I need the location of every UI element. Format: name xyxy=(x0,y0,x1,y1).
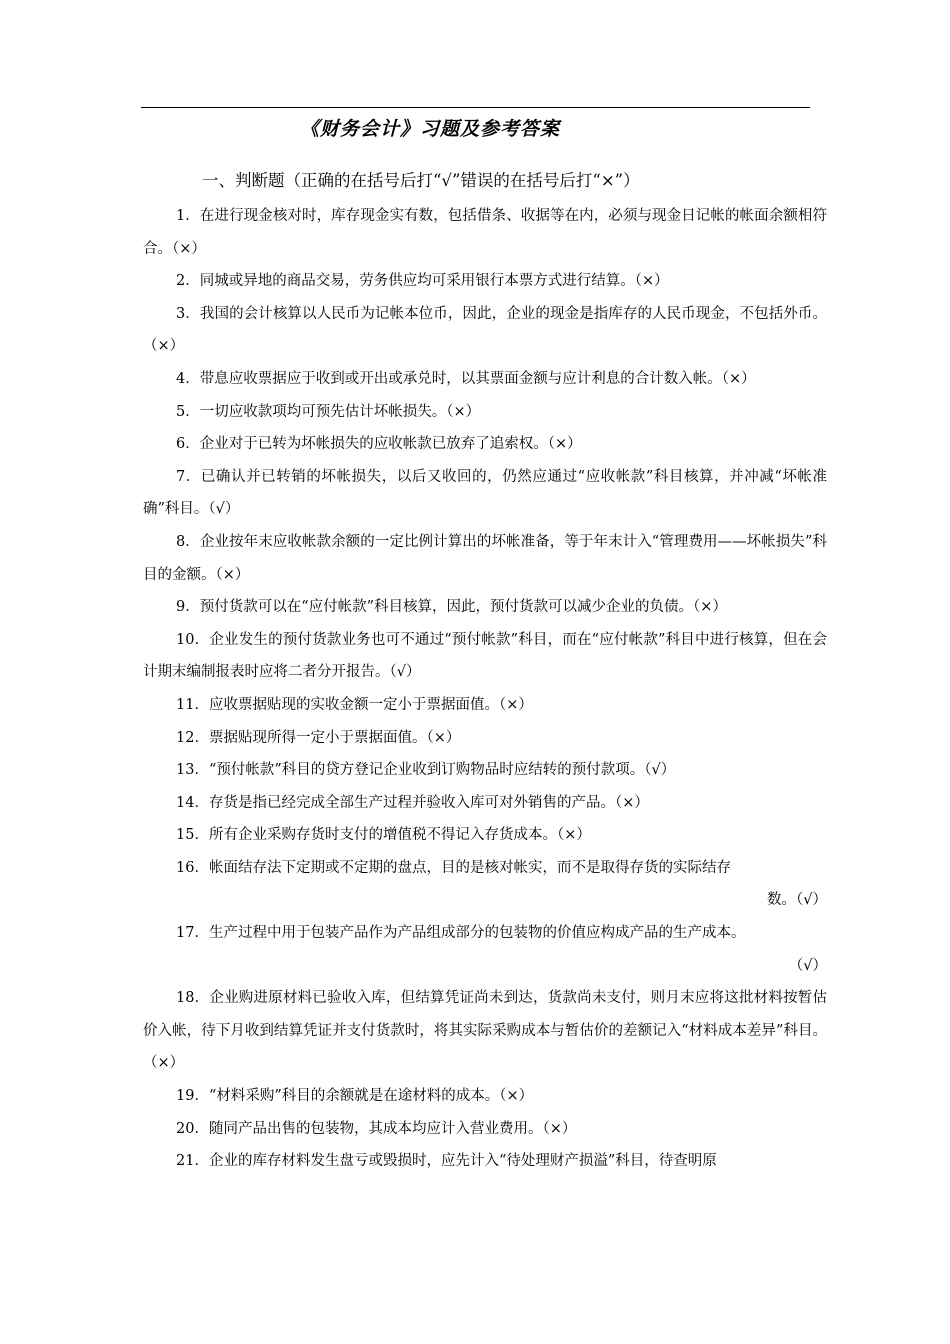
question-item-12: 12．票据贴现所得一定小于票据面值。（×） xyxy=(176,729,461,746)
question-item-8: 8．企业按年末应收帐款余额的一定比例计算出的坏帐准备，等于年末计入“管理费用——坏帐损失”科目的金额。（×） xyxy=(143,533,827,583)
question-item-4: 4．带息应收票据应于收到或开出或承兑时，以其票面金额与应计利息的合计数入帐。（×） xyxy=(176,370,756,387)
question-item-1: 1．在进行现金核对时，库存现金实有数，包括借条、收据等在内，必须与现金日记帐的帐面余额相符合。（×） xyxy=(143,208,827,257)
question-item-16-answer: 数。（√） xyxy=(767,892,827,909)
question-item-17-answer: （√） xyxy=(788,957,827,974)
question-item-11: 11．应收票据贴现的实收金额一定小于票据面值。（×） xyxy=(176,696,533,713)
document-title: 《财务会计》习题及参考答案 xyxy=(299,118,560,140)
question-item-14: 14．存货是指已经完成全部生产过程并验收入库可对外销售的产品。（×） xyxy=(176,794,649,811)
question-item-17 xyxy=(143,917,827,982)
header-rule xyxy=(141,107,810,108)
question-item-5: 5．一切应收款项均可预先估计坏帐损失。（×） xyxy=(176,403,481,420)
question-item-3: 3．我国的会计核算以人民币为记帐本位币，因此，企业的现金是指库存的人民币现金，不包括外币。（×） xyxy=(143,305,827,355)
question-item-18: 18．企业购进原材料已验收入库，但结算凭证尚未到达，货款尚未支付，则月末应将这批材料按暂估价入帐，待下月收到结算凭证并支付货款时，将其实际采购成本与暂估价的差额记入“材料成本差异”科目。（×） xyxy=(143,990,827,1072)
question-item-15: 15．所有企业采购存货时支付的增值税不得记入存货成本。（×） xyxy=(176,827,591,844)
question-item-2: 2．同城或异地的商品交易，劳务供应均可采用银行本票方式进行结算。（×） xyxy=(176,273,669,290)
question-item-16-text: 16．帐面结存法下定期或不定期的盘点，目的是核对帐实，而不是取得存货的实际结存 xyxy=(176,859,731,876)
question-item-13: 13．“预付帐款”科目的贷方登记企业收到订购物品时应结转的预付款项。（√） xyxy=(176,762,676,779)
question-item-21: 21．企业的库存材料发生盘亏或毁损时，应先计入“待处理财产损溢”科目，待查明原 xyxy=(176,1153,717,1170)
question-item-17-text: 17．生产过程中用于包装产品作为产品组成部分的包装物的价值应构成产品的生产成本。 xyxy=(176,925,746,942)
question-item-19: 19．“材料采购”科目的余额就是在途材料的成本。（×） xyxy=(176,1088,534,1105)
question-list xyxy=(143,200,827,1178)
question-item-6: 6．企业对于已转为坏帐损失的应收帐款已放弃了追索权。（×） xyxy=(176,436,582,453)
section-heading: 一、判断题（正确的在括号后打“√”错误的在括号后打“×”） xyxy=(202,171,640,190)
question-item-9: 9．预付货款可以在“应付帐款”科目核算，因此，预付货款可以减少企业的负债。（×） xyxy=(176,599,727,616)
question-item-7: 7．已确认并已转销的坏帐损失，以后又收回的，仍然应通过“应收帐款”科目核算，并冲减“坏帐准确”科目。（√） xyxy=(143,468,827,518)
question-item-10: 10．企业发生的预付货款业务也可不通过“预付帐款”科目，而在“应付帐款”科目中进行核算，但在会计期末编制报表时应将二者分开报告。（√） xyxy=(143,631,827,681)
question-item-20: 20．随同产品出售的包装物，其成本均应计入营业费用。（×） xyxy=(176,1120,577,1137)
question-item-16 xyxy=(143,852,827,917)
